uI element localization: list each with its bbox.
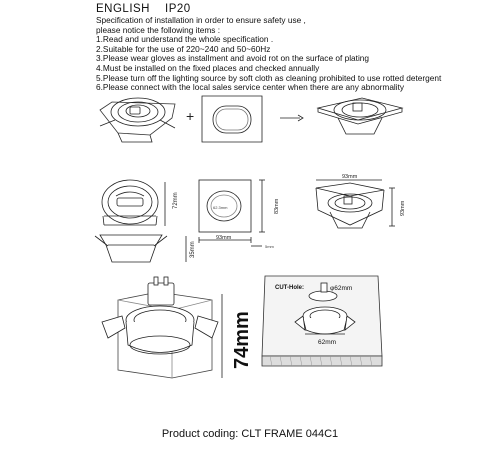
dim-93-front-label: 93mm — [216, 235, 232, 241]
dim-83-label: 83mm — [274, 198, 280, 214]
dim-height-side-label: 93mm — [400, 200, 406, 216]
plus-sign: + — [186, 108, 195, 124]
instruction-line: 1.Read and understand the whole specification . — [96, 34, 274, 45]
cut-hole-width: 62mm — [318, 339, 337, 346]
cut-hole-diameter: φ62mm — [330, 285, 353, 292]
instruction-line: 2.Suitable for the use of 220~240 and 50~60Hz — [96, 43, 271, 54]
dim-width-top-label: 93mm — [342, 174, 358, 180]
dim-35-label: 35mm — [190, 241, 196, 258]
assembled-iso-view — [318, 98, 402, 134]
instruction-line: 6.Please connect with the local sales service center when there are any abnormality — [96, 82, 405, 93]
square-frame-front-view — [202, 96, 262, 142]
arrow-right-icon — [280, 115, 303, 121]
dim-inner-label: 62.3mm — [213, 205, 228, 210]
downlight-side-view — [95, 235, 167, 262]
product-coding: Product coding: CLT FRAME 044C1 — [161, 428, 339, 440]
downlight-top-view — [102, 180, 158, 225]
install-cross-section — [102, 277, 218, 378]
instruction-line: please notice the following items : — [96, 24, 221, 35]
instruction-line: 3.Please wear gloves as installment and avoid rot on the surface of plating — [96, 53, 370, 64]
instruction-line: 4.Must be installed on the fixed places and checked annually — [96, 62, 320, 73]
dim-small-label: 5mm — [265, 244, 274, 249]
dim-74-label: 74mm — [231, 311, 253, 369]
downlight-iso-view — [100, 98, 175, 142]
frame-front-view-dimensioned — [199, 180, 265, 246]
assembled-iso-dimensioned — [316, 180, 395, 228]
language-label: ENGLISH — [96, 3, 150, 15]
instruction-line: 5.Please turn off the lighting source by soft cloth as cleaning prohibited to use rotted detergent — [96, 72, 442, 83]
cut-hole-label: CUT-Hole: — [275, 285, 304, 291]
dim-72-label: 72mm — [173, 192, 179, 209]
ip-rating: IP20 — [165, 3, 191, 15]
instruction-line: Specification of installation in order to ensure safety use , — [96, 15, 306, 25]
